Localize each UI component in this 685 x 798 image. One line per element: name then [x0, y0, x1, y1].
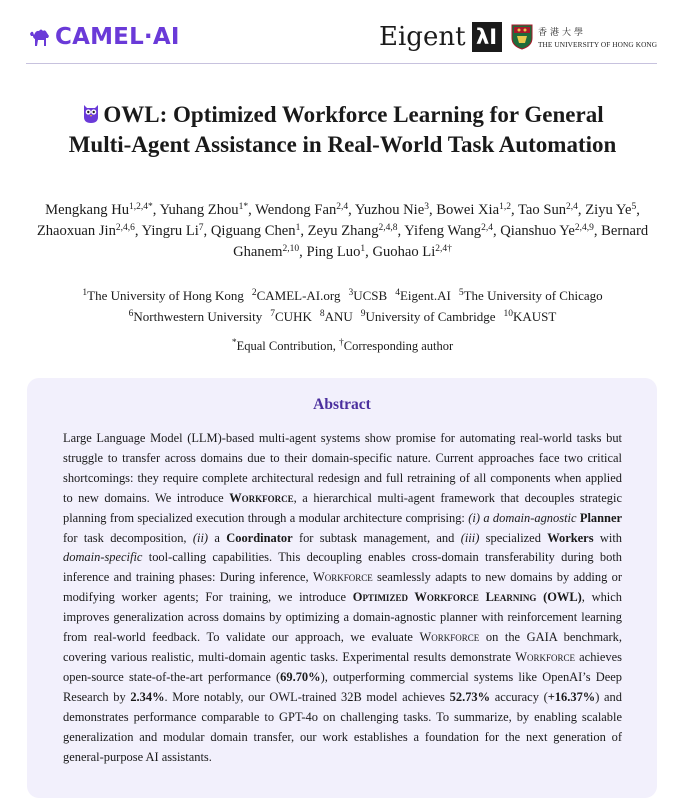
author-name: Yingru Li$^7$ — [141, 223, 204, 239]
affiliation: $^1$The University of Hong Kong — [82, 288, 244, 303]
camel-ai-wordmark: CAMEL·AI — [55, 24, 180, 50]
abstract-heading: Abstract — [313, 396, 371, 413]
logo-header — [0, 0, 685, 64]
equal-mark: * — [231, 338, 237, 348]
eigent-mark: λI — [472, 22, 502, 52]
affiliation: $^4$Eigent.AI — [395, 288, 451, 303]
author-list: Mengkang $Hu^{1,2,4*}$, Yuhang Zhou$^{1*}$, Wendong Fan$^{2,4}$, Yuzhou Nie$^3$, Bowei Xia$^{1,2}$, Tao Sun$^{2,4}$, Ziyu Ye$^5$, Zhaoxuan Jin$^{2,4,6}$, Yingru Li$^7$, Qiguang Chen$^1$, Zeyu Zhang$^{2,4,8}$, Yifeng Wang$^{2,4}$, Qianshuo Ye$^{2,4,9}$, Bernard Ghanem$^{2,10}$, Ping Luo$^1$, Guohao $Li^{2,4\dagger}$ — [36, 202, 649, 260]
author-name: Yuhang Zhou$^{1*}$ — [159, 202, 249, 218]
author-name: Tao Sun$^{2,4}$ — [518, 202, 578, 218]
author-name: Bowei Xia$^{1,2}$ — [436, 202, 511, 218]
author-name: Yuzhou Nie$^3$ — [354, 202, 429, 218]
contribution-note — [22, 339, 663, 354]
eigent-wordmark: Eigent — [379, 22, 466, 52]
hku-english-name: THE UNIVERSITY OF HONG KONG — [538, 40, 658, 49]
affiliation: $^7$CUHK — [270, 309, 312, 324]
affiliation: $^8$ANU — [319, 309, 353, 324]
author-name: Yifeng Wang$^{2,4}$ — [404, 223, 493, 239]
author-name: Ziyu Ye$^5$ — [585, 202, 637, 218]
affiliation: $^2$CAMEL-AI.org — [251, 288, 341, 303]
eigent-logo — [379, 22, 502, 52]
author-name: Qiguang Chen$^1$ — [210, 223, 301, 239]
author-name: Ping Luo$^1$ — [306, 244, 366, 260]
affiliations-row-2 — [22, 306, 663, 327]
affiliation: $^6$Northwestern University — [128, 309, 263, 324]
equal-contribution: Equal Contribution, — [236, 339, 340, 353]
author-name: Wendong Fan$^{2,4}$ — [255, 202, 349, 218]
abstract-panel — [27, 378, 657, 798]
abstract-text: Large Language Model (LLM)-based multi-agent systems show promise for automating real-world tasks but struggle to transfer across domains due to their domain-specific nature. Current approaches face two critical shortcomings: they require complete architectural redesign and full retraining of all components when applied to new domains. We introduce Workforce, a hierarchical multi-agent framework that decouples strategic planning from specialized execution through a modular architecture comprising: (i) a domain-agnostic Planner for task decomposition, (ii) a Coordinator for subtask management, and (iii) specialized Workers with domain-specific tool-calling capabilities. This decoupling enables cross-domain transferability during both inference and training phases: During inference, Workforce seamlessly adapts to new domains by adding or modifying worker agents; For training, we introduce Optimized Workforce Learning (OWL), which improves generalization across domains by optimizing a domain-agnostic planner with reinforcement learning from real-world feedback. To validate our approach, we evaluate Workforce on the GAIA benchmark, covering various realistic, multi-domain agentic tasks. Experimental results demonstrate Workforce achieves open-source state-of-the-art performance (69.70%), outperforming commercial systems like OpenAI’s Deep Research by 2.34%. More notably, our OWL-trained 32B model achieves 52.73% accuracy (+16.37%) and demonstrates performance comparable to GPT-4o on challenging tasks. To summarize, by enabling scalable generalization and modular domain transfer, our work establishes a foundation for the next generation of general-purpose AI assistants. — [63, 431, 623, 764]
author-name: Zeyu Zhang$^{2,4,8}$ — [307, 223, 398, 239]
hku-logo — [511, 24, 657, 50]
author-name: Zhaoxuan Jin$^{2,4,6}$ — [36, 223, 135, 239]
title-line-2: Multi-Agent Assistance in Real-World Task Automation — [68, 132, 617, 157]
corresponding-author: Corresponding author — [343, 339, 454, 353]
author-name: Qianshuo Ye$^{2,4,9}$ — [500, 223, 594, 239]
author-name: Guohao $Li^{2,4\dagger}$ — [372, 244, 452, 260]
hku-chinese-name: 香港大學 — [538, 28, 587, 38]
hku-crest-icon — [511, 24, 533, 50]
author-name: Bernard Ghanem$^{2,10}$ — [233, 223, 649, 260]
affiliation: $^9$University of Cambridge — [360, 309, 496, 324]
author-name: Mengkang $Hu^{1,2,4*}$ — [45, 202, 153, 218]
affiliation: $^{10}$KAUST — [503, 309, 557, 324]
header-divider — [26, 63, 657, 64]
camel-icon — [28, 26, 52, 48]
corresponding-mark: † — [339, 338, 344, 348]
camel-ai-logo — [28, 24, 180, 50]
affiliation: $^3$UCSB — [348, 288, 388, 303]
title-line-1: OWL: Optimized Workforce Learning for General — [103, 102, 604, 127]
affiliations-row-1 — [22, 285, 663, 306]
affiliation: $^5$The University of Chicago — [458, 288, 603, 303]
paper-title — [20, 100, 665, 160]
owl-icon — [81, 102, 101, 124]
